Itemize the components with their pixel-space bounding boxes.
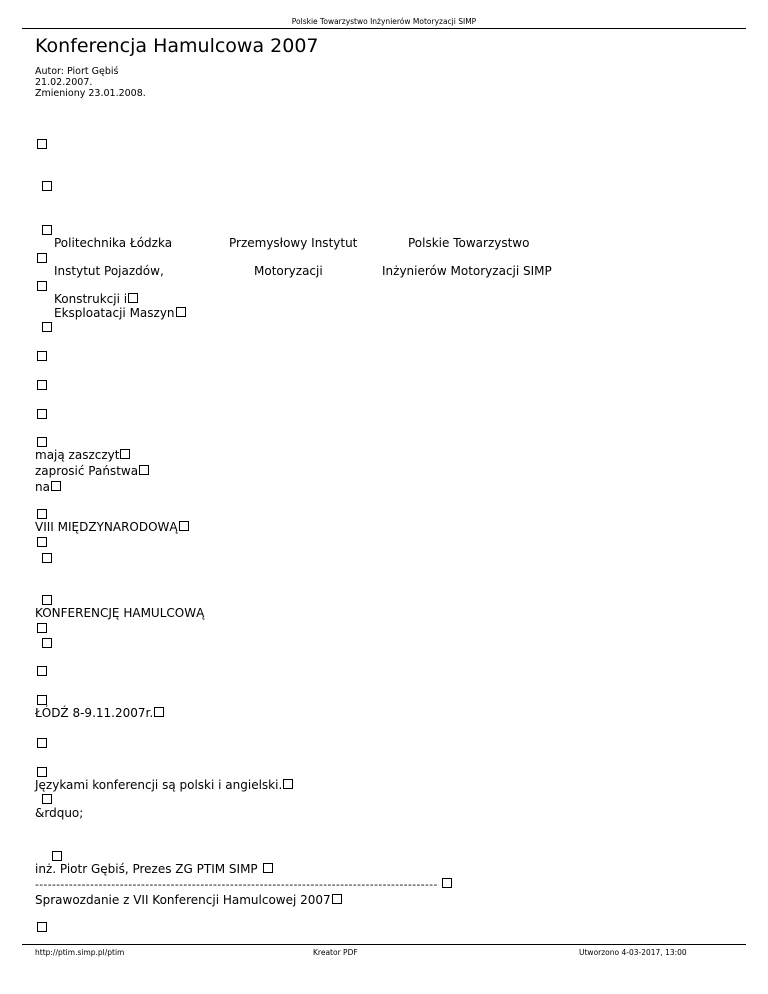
missing-glyph-box: [37, 738, 47, 748]
organizer-middle-line2: Motoryzacji: [254, 264, 323, 278]
missing-glyph-box: [42, 553, 52, 563]
missing-glyph-box: [37, 281, 47, 291]
missing-glyph-box: [139, 465, 149, 475]
article-title: Konferencja Hamulcowa 2007: [35, 35, 319, 57]
created-date: 21.02.2007.: [35, 77, 93, 88]
missing-glyph-box: [37, 437, 47, 447]
organizer-middle-line1: Przemysłowy Instytut: [229, 236, 358, 250]
missing-glyph-box: [52, 851, 62, 861]
footer-rule: [22, 944, 746, 945]
missing-glyph-box: [37, 253, 47, 263]
missing-glyph-box: [37, 409, 47, 419]
missing-glyph-box: [179, 521, 189, 531]
missing-glyph-box: [283, 779, 293, 789]
missing-glyph-box: [37, 537, 47, 547]
missing-glyph-box: [128, 293, 138, 303]
organizer-left-line3: Konstrukcji i: [54, 292, 138, 306]
footer-url[interactable]: http://ptim.simp.pl/ptim: [35, 948, 125, 957]
footer-generator: Kreator PDF: [313, 948, 358, 957]
missing-glyph-box: [42, 595, 52, 605]
missing-glyph-box: [42, 225, 52, 235]
modified-date: Zmieniony 23.01.2008.: [35, 88, 146, 99]
missing-glyph-box: [42, 794, 52, 804]
missing-glyph-box: [42, 322, 52, 332]
missing-glyph-box: [176, 307, 186, 317]
missing-glyph-box: [37, 666, 47, 676]
footer-created: Utworzono 4-03-2017, 13:00: [579, 948, 687, 957]
missing-glyph-box: [37, 767, 47, 777]
missing-glyph-box: [42, 638, 52, 648]
organizer-left-line4: Eksploatacji Maszyn: [54, 306, 186, 320]
missing-glyph-box: [51, 481, 61, 491]
invite-line1: mają zaszczyt: [35, 448, 130, 462]
invite-line2: zaprosić Państwa: [35, 464, 149, 478]
header-rule: [22, 28, 746, 29]
missing-glyph-box: [37, 922, 47, 932]
missing-glyph-box: [37, 380, 47, 390]
signature: inż. Piotr Gębiś, Prezes ZG PTIM SIMP: [35, 862, 273, 876]
missing-glyph-box: [37, 695, 47, 705]
missing-glyph-box: [442, 878, 452, 888]
report-link[interactable]: Sprawozdanie z VII Konferencji Hamulcowej 2007: [35, 893, 342, 907]
author: Autor: Piort Gębiś: [35, 66, 119, 77]
stray-entity: &rdquo;: [35, 806, 84, 820]
missing-glyph-box: [332, 894, 342, 904]
invite-line3: na: [35, 480, 61, 494]
running-header: Polskie Towarzystwo Inżynierów Motoryzacji SIMP: [291, 17, 477, 26]
missing-glyph-box: [37, 351, 47, 361]
organizer-left-line1: Politechnika Łódzka: [54, 236, 173, 250]
organizer-right-line1: Polskie Towarzystwo: [408, 236, 530, 250]
missing-glyph-box: [42, 181, 52, 191]
organizer-right-line2: Inżynierów Motoryzacji SIMP: [382, 264, 552, 278]
organizer-left-line2: Instytut Pojazdów,: [54, 264, 164, 278]
missing-glyph-box: [154, 707, 164, 717]
conference-ordinal: VIII MIĘDZYNARODOWĄ: [35, 520, 189, 534]
missing-glyph-box: [37, 139, 47, 149]
missing-glyph-box: [263, 863, 273, 873]
languages-note: Językami konferencji są polski i angielski.: [35, 778, 293, 792]
place-and-date: ŁÓDŹ 8-9.11.2007r.: [35, 706, 164, 720]
conference-name: KONFERENCJĘ HAMULCOWĄ: [35, 606, 205, 620]
missing-glyph-box: [37, 623, 47, 633]
missing-glyph-box: [120, 449, 130, 459]
missing-glyph-box: [37, 509, 47, 519]
dashed-separator: -----------------------------------------------------------------------------------------------: [35, 878, 452, 892]
